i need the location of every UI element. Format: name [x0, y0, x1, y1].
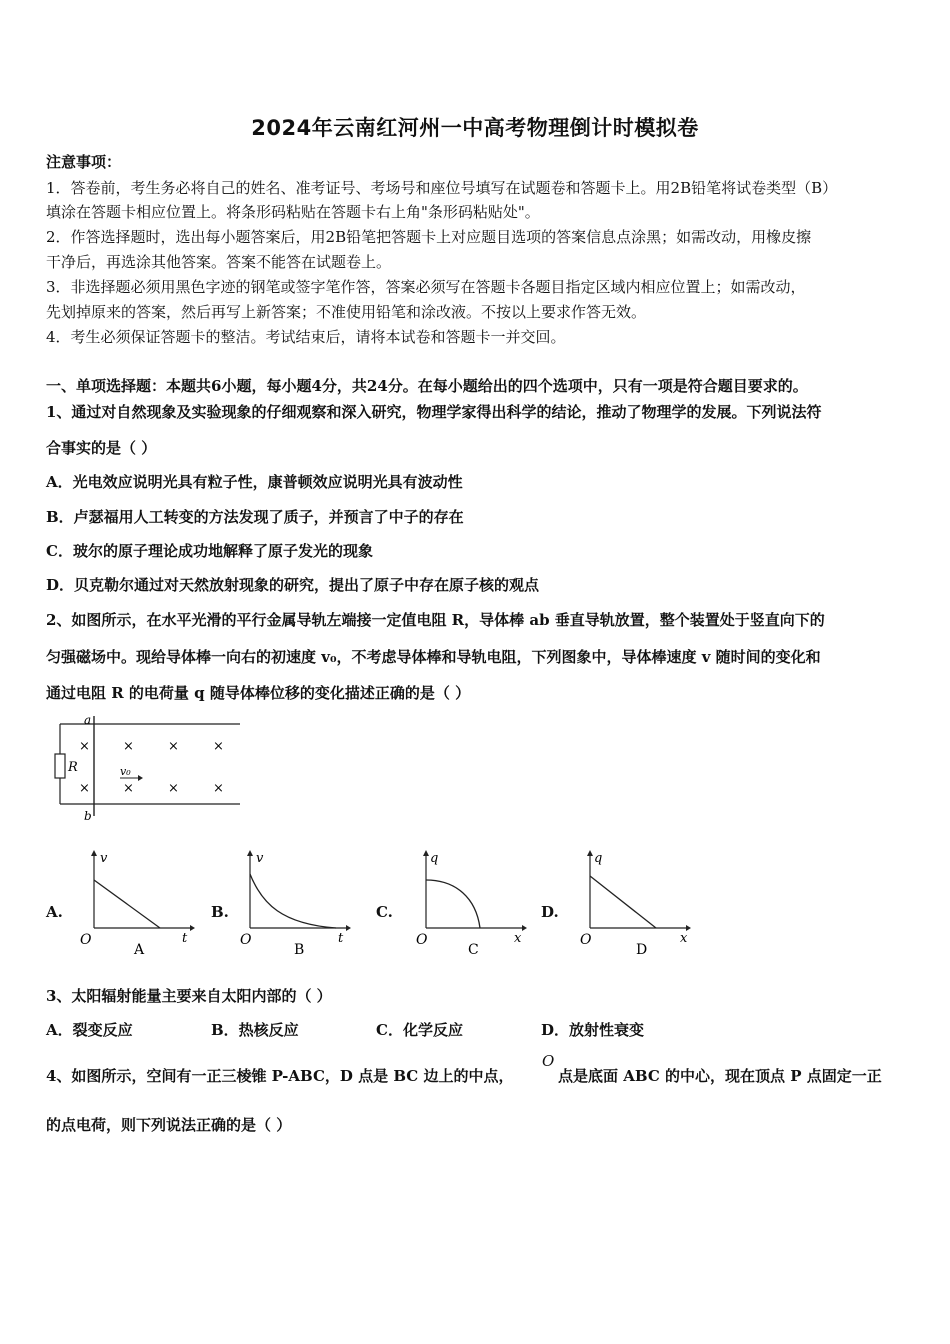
rod-end-a: a [84, 713, 92, 727]
graph-b-label: B. [211, 903, 229, 921]
q3-option-d: D．放射性衰变 [541, 1021, 645, 1039]
graph-c-curve [426, 880, 480, 928]
graph-c-xaxis: x [514, 931, 522, 946]
field-cross: × [168, 739, 179, 754]
notice-line-6: 先划掉原来的答案，然后再写上新答案；不准使用铅笔和涂改液。不按以上要求作答无效。 [46, 303, 647, 321]
resistor-label: R [68, 760, 78, 775]
graph-a-xaxis: t [182, 931, 188, 946]
graph-a-curve [94, 880, 160, 928]
graph-d-origin: O [580, 932, 592, 948]
field-cross: × [213, 781, 224, 796]
q1-option-a: A．光电效应说明光具有粒子性，康普顿效应说明光具有波动性 [46, 473, 463, 491]
graph-d [572, 846, 696, 962]
graph-b-origin: O [240, 932, 252, 948]
velocity-arrow [138, 775, 143, 781]
q2-stem-3: 通过电阻 R 的电荷量 q 随导体棒位移的变化描述正确的是（ ） [46, 684, 471, 702]
notice-line-1: 1．答卷前，考生务必将自己的姓名、准考证号、考场号和座位号填写在试题卷和答题卡上。用2B铅笔将试卷类型（B） [46, 179, 838, 197]
graph-c-origin: O [416, 932, 428, 948]
graph-a-label: A. [46, 903, 63, 921]
graph-b-yaxis: v [256, 851, 264, 866]
notice-line-2: 填涂在答题卡相应位置上。将条形码粘贴在答题卡右上角"条形码粘贴处"。 [46, 203, 540, 221]
rail-circuit-figure [46, 712, 256, 824]
section-heading: 一、单项选择题：本题共6小题，每小题4分，共24分。在每小题给出的四个选项中，只有一项是符合题目要求的。 [46, 377, 808, 395]
field-cross: × [213, 739, 224, 754]
graph-a-caption: A [134, 942, 145, 958]
graph-a-origin: O [80, 932, 92, 948]
field-cross: × [123, 781, 134, 796]
graph-d-label: D. [541, 903, 559, 921]
graph-d-curve [590, 876, 656, 928]
field-cross: × [79, 781, 90, 796]
resistor [55, 754, 65, 778]
q4-center-O: O [542, 1052, 555, 1070]
graph-a-yaxis: v [100, 851, 108, 866]
graph-b-curve [250, 874, 336, 928]
graph-b-caption: B [294, 942, 305, 958]
q3-option-c: C．化学反应 [376, 1021, 463, 1039]
rod-end-b: b [84, 809, 92, 823]
graph-b [232, 846, 352, 962]
q3-option-b: B．热核反应 [211, 1021, 299, 1039]
graph-c-label: C. [376, 903, 393, 921]
q1-option-d: D．贝克勒尔通过对天然放射现象的研究，提出了原子中存在原子核的观点 [46, 576, 540, 594]
field-cross: × [79, 739, 90, 754]
q1-stem-1: 1、通过对自然现象及实验现象的仔细观察和深入研究，物理学家得出科学的结论，推动了物理学的发展。下列说法符 [46, 403, 822, 421]
q1-option-b: B．卢瑟福用人工转变的方法发现了质子，并预言了中子的存在 [46, 508, 464, 526]
graph-c [408, 846, 528, 962]
graph-c-caption: C [468, 942, 479, 958]
graph-d-caption: D [636, 942, 648, 958]
q4-stem-2: 的点电荷，则下列说法正确的是（ ） [46, 1116, 292, 1134]
graph-c-yaxis: q [430, 851, 439, 866]
notice-line-3: 2．作答选择题时，选出每小题答案后，用2B铅笔把答题卡上对应题目选项的答案信息点涂黑；如需改动，用橡皮擦 [46, 228, 812, 246]
notice-heading: 注意事项： [46, 153, 122, 171]
graph-a [76, 846, 196, 962]
field-cross: × [168, 781, 179, 796]
velocity-label: v₀ [120, 765, 131, 778]
graph-d-xaxis: x [680, 931, 688, 946]
q4-stem-1a: 4、如图所示，空间有一正三棱锥 P-ABC，D 点是 BC 边上的中点， [46, 1067, 514, 1085]
q2-stem-2: 匀强磁场中。现给导体棒一向右的初速度 v₀，不考虑导体棒和导轨电阻，下列图象中，导体棒速度 v 随时间的变化和 [46, 648, 821, 666]
field-cross: × [123, 739, 134, 754]
q2-stem-1: 2、如图所示，在水平光滑的平行金属导轨左端接一定值电阻 R，导体棒 ab 垂直导轨放置，整个装置处于竖直向下的 [46, 611, 825, 629]
q3-stem: 3、太阳辐射能量主要来自太阳内部的（ ） [46, 987, 332, 1005]
page-title: 2024年云南红河州一中高考物理倒计时模拟卷 [251, 116, 699, 140]
q4-stem-1b: 点是底面 ABC 的中心，现在顶点 P 点固定一正 [558, 1067, 882, 1085]
q3-option-a: A．裂变反应 [46, 1021, 133, 1039]
q1-stem-2: 合事实的是（ ） [46, 439, 157, 457]
graph-d-yaxis: q [594, 851, 603, 866]
q1-option-c: C．玻尔的原子理论成功地解释了原子发光的现象 [46, 542, 373, 560]
notice-line-7: 4．考生必须保证答题卡的整洁。考试结束后，请将本试卷和答题卡一并交回。 [46, 328, 566, 346]
notice-line-4: 干净后，再选涂其他答案。答案不能答在试题卷上。 [46, 253, 392, 271]
graph-b-xaxis: t [338, 931, 344, 946]
notice-line-5: 3．非选择题必须用黑色字迹的钢笔或签字笔作答，答案必须写在答题卡各题目指定区域内相应位置上；如需改动， [46, 278, 806, 296]
